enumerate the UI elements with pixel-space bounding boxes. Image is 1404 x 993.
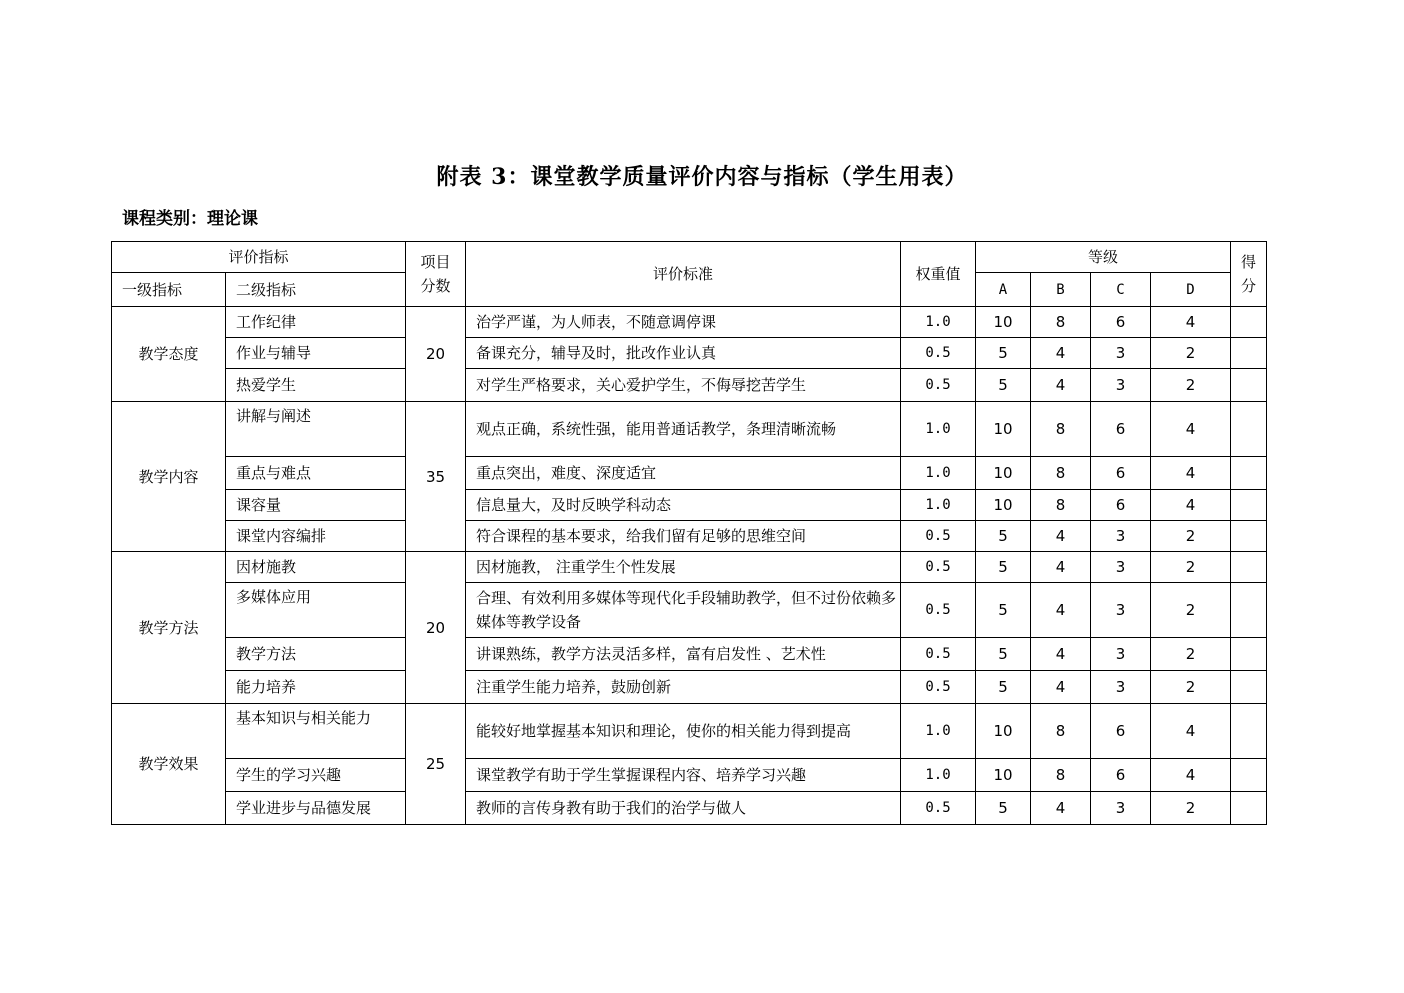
weight-value: 0.5 [901,521,976,552]
header-score: 项目 分数 [406,242,466,307]
grade-b-value: 4 [1031,583,1091,638]
weight-value: 0.5 [901,552,976,583]
result-cell[interactable] [1231,338,1267,369]
grade-d-value: 2 [1151,583,1231,638]
level2-indicator: 学业进步与品德发展 [226,792,406,825]
table-row [112,307,1267,338]
grade-b-value: 8 [1031,490,1091,521]
grade-d-value: 4 [1151,490,1231,521]
table-body [112,307,1267,825]
grade-b-value: 4 [1031,369,1091,402]
grade-d-value: 2 [1151,792,1231,825]
evaluation-standard: 讲课熟练，教学方法灵活多样，富有启发性 、艺术性 [466,638,901,671]
evaluation-table [111,241,1267,825]
grade-d-value: 4 [1151,457,1231,490]
table-row [112,638,1267,671]
weight-value: 0.5 [901,338,976,369]
evaluation-standard: 教师的言传身教有助于我们的治学与做人 [466,792,901,825]
weight-value: 1.0 [901,307,976,338]
grade-d-value: 2 [1151,521,1231,552]
grade-d-value: 2 [1151,671,1231,704]
weight-value: 1.0 [901,704,976,759]
header-level1: 一级指标 [112,273,226,307]
level2-indicator: 能力培养 [226,671,406,704]
grade-a-value: 5 [976,638,1031,671]
result-cell[interactable] [1231,307,1267,338]
grade-a-value: 10 [976,759,1031,792]
grade-a-value: 10 [976,704,1031,759]
level2-indicator: 多媒体应用 [226,583,406,638]
result-cell[interactable] [1231,402,1267,457]
level1-indicator: 教学内容 [112,402,226,552]
item-score: 35 [406,402,466,552]
level2-indicator: 讲解与阐述 [226,402,406,457]
header-grade-a: A [976,273,1031,307]
grade-c-value: 3 [1091,552,1151,583]
result-cell[interactable] [1231,369,1267,402]
item-score: 20 [406,307,466,402]
grade-c-value: 3 [1091,671,1151,704]
level2-indicator: 学生的学习兴趣 [226,759,406,792]
grade-b-value: 4 [1031,552,1091,583]
result-cell[interactable] [1231,457,1267,490]
result-cell[interactable] [1231,759,1267,792]
grade-a-value: 5 [976,583,1031,638]
header-grade-d: D [1151,273,1231,307]
grade-b-value: 4 [1031,338,1091,369]
grade-a-value: 5 [976,338,1031,369]
grade-a-value: 5 [976,671,1031,704]
grade-c-value: 6 [1091,402,1151,457]
header-result: 得 分 [1231,242,1267,307]
weight-value: 1.0 [901,490,976,521]
level2-indicator: 基本知识与相关能力 [226,704,406,759]
grade-a-value: 5 [976,792,1031,825]
evaluation-standard: 观点正确，系统性强，能用普通话教学，条理清晰流畅 [466,402,901,457]
page-title: 附表 3：课堂教学质量评价内容与指标（学生用表） [436,164,968,190]
result-cell[interactable] [1231,671,1267,704]
table-row [112,457,1267,490]
grade-d-value: 4 [1151,704,1231,759]
grade-b-value: 8 [1031,704,1091,759]
result-cell[interactable] [1231,638,1267,671]
header-grade-b: B [1031,273,1091,307]
header-weight: 权重值 [901,242,976,307]
grade-b-value: 4 [1031,521,1091,552]
grade-a-value: 5 [976,369,1031,402]
table-row [112,338,1267,369]
grade-b-value: 4 [1031,671,1091,704]
grade-c-value: 6 [1091,490,1151,521]
grade-b-value: 8 [1031,759,1091,792]
header-grade-c: C [1091,273,1151,307]
table-row [112,369,1267,402]
grade-b-value: 8 [1031,457,1091,490]
grade-b-value: 8 [1031,402,1091,457]
grade-a-value: 10 [976,457,1031,490]
header-level2: 二级指标 [226,273,406,307]
grade-d-value: 2 [1151,369,1231,402]
grade-d-value: 4 [1151,402,1231,457]
level2-indicator: 重点与难点 [226,457,406,490]
weight-value: 0.5 [901,369,976,402]
result-cell[interactable] [1231,552,1267,583]
result-cell[interactable] [1231,792,1267,825]
level2-indicator: 因材施教 [226,552,406,583]
evaluation-standard: 重点突出，难度、深度适宜 [466,457,901,490]
grade-c-value: 3 [1091,583,1151,638]
grade-a-value: 5 [976,552,1031,583]
table-row [112,490,1267,521]
weight-value: 1.0 [901,759,976,792]
grade-c-value: 3 [1091,638,1151,671]
course-type-label: 课程类别：理论课 [122,209,258,229]
level2-indicator: 工作纪律 [226,307,406,338]
evaluation-standard: 备课充分，辅导及时，批改作业认真 [466,338,901,369]
grade-b-value: 8 [1031,307,1091,338]
table-row [112,583,1267,638]
grade-b-value: 4 [1031,792,1091,825]
grade-a-value: 10 [976,402,1031,457]
evaluation-standard: 课堂教学有助于学生掌握课程内容、培养学习兴趣 [466,759,901,792]
item-score: 25 [406,704,466,825]
weight-value: 0.5 [901,671,976,704]
grade-c-value: 6 [1091,307,1151,338]
grade-a-value: 10 [976,307,1031,338]
level1-indicator: 教学效果 [112,704,226,825]
result-cell[interactable] [1231,521,1267,552]
result-cell[interactable] [1231,704,1267,759]
result-cell[interactable] [1231,583,1267,638]
weight-value: 0.5 [901,638,976,671]
weight-value: 0.5 [901,583,976,638]
grade-d-value: 2 [1151,338,1231,369]
evaluation-standard: 对学生严格要求，关心爱护学生，不侮辱挖苦学生 [466,369,901,402]
header-standard: 评价标准 [466,242,901,307]
table-row [112,792,1267,825]
level2-indicator: 课堂内容编排 [226,521,406,552]
grade-d-value: 4 [1151,759,1231,792]
grade-c-value: 6 [1091,704,1151,759]
evaluation-standard: 信息量大，及时反映学科动态 [466,490,901,521]
grade-d-value: 4 [1151,307,1231,338]
grade-c-value: 3 [1091,369,1151,402]
grade-c-value: 3 [1091,521,1151,552]
result-cell[interactable] [1231,490,1267,521]
table-row [112,759,1267,792]
evaluation-standard: 注重学生能力培养，鼓励创新 [466,671,901,704]
grade-b-value: 4 [1031,638,1091,671]
table-row [112,521,1267,552]
weight-value: 1.0 [901,402,976,457]
grade-c-value: 6 [1091,457,1151,490]
grade-c-value: 6 [1091,759,1151,792]
evaluation-standard: 因材施教， 注重学生个性发展 [466,552,901,583]
evaluation-standard: 治学严谨，为人师表，不随意调停课 [466,307,901,338]
level2-indicator: 课容量 [226,490,406,521]
header-indicators: 评价指标 [112,242,406,273]
header-grade: 等级 [976,242,1231,273]
weight-value: 1.0 [901,457,976,490]
table-row [112,552,1267,583]
level1-indicator: 教学方法 [112,552,226,704]
table-row [112,704,1267,759]
grade-c-value: 3 [1091,338,1151,369]
level2-indicator: 教学方法 [226,638,406,671]
evaluation-standard: 符合课程的基本要求，给我们留有足够的思维空间 [466,521,901,552]
grade-d-value: 2 [1151,552,1231,583]
weight-value: 0.5 [901,792,976,825]
evaluation-standard: 能较好地掌握基本知识和理论，使你的相关能力得到提高 [466,704,901,759]
level2-indicator: 热爱学生 [226,369,406,402]
level2-indicator: 作业与辅导 [226,338,406,369]
grade-c-value: 3 [1091,792,1151,825]
evaluation-standard: 合理、有效利用多媒体等现代化手段辅助教学，但不过份依赖多媒体等教学设备 [466,583,901,638]
grade-d-value: 2 [1151,638,1231,671]
grade-a-value: 10 [976,490,1031,521]
level1-indicator: 教学态度 [112,307,226,402]
table-row [112,671,1267,704]
item-score: 20 [406,552,466,704]
table-row [112,402,1267,457]
grade-a-value: 5 [976,521,1031,552]
